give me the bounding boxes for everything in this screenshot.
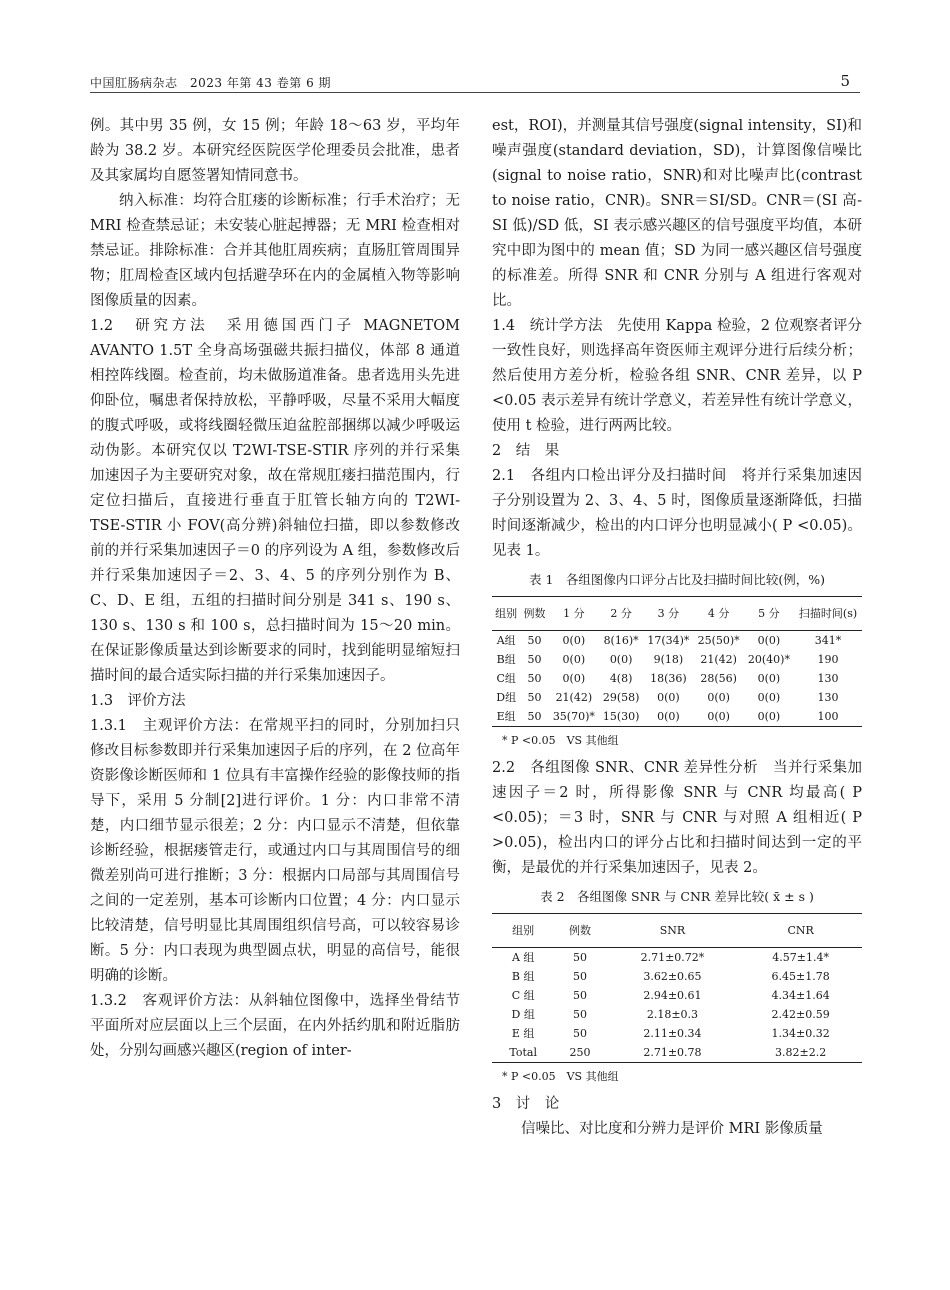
paragraph: 1.2 研究方法 采用德国西门子 MAGNETOM AVANTO 1.5T 全身高场强磁共振扫描仪，体部 8 通道相控阵线圈。检查前，均未做肠道准备。患者选用头先进仰卧位，嘱患者保持放松，平静呼吸，尽量不采用大幅度的腹式呼吸，或将线圈轻微压迫盆腔部捆绑以减少呼吸运动伪影。本研究仅以 T2WI-TSE-STIR 序列的并行采集加速因子为主要研究对象，故在常规肛瘘扫描范围内，行定位扫描后，直接进行垂直于肛管长轴方向的 T2WI-TSE-STIR 小 FOV(高分辨)斜轴位扫描，即以参数修改前的并行采集加速因子＝0 的序列设为 A 组，参数修改后并行采集加速因子＝2、3、4、5 的序列分别作为 B、C、D、E 组，五组的扫描时间分别是 341 s、190 s、130 s、130 s 和 100 s，总扫描时间为 15～20 min。在保证影像质量达到诊断要求的同时，找到能明显缩短扫描时间的最合适实际扫描的并行采集加速因子。 bbox=[90, 318, 460, 684]
table-cell: 250 bbox=[569, 1046, 591, 1059]
table-row bbox=[492, 1043, 862, 1063]
table-cell: 2.71±0.78 bbox=[643, 1046, 702, 1059]
table-cell: 0(0) bbox=[609, 653, 633, 666]
table-cell: 17(34)* bbox=[647, 634, 690, 647]
table-cell: 0(0) bbox=[707, 710, 730, 723]
table-cell: B组 bbox=[496, 653, 516, 666]
table-cell: 50 bbox=[527, 710, 542, 723]
table-cell: 25(50)* bbox=[697, 634, 740, 647]
table2-header-row bbox=[492, 914, 862, 948]
table-cell: 4.34±1.64 bbox=[771, 989, 830, 1002]
table-header-cell: 1 分 bbox=[563, 607, 585, 620]
table-cell: 2.71±0.72* bbox=[640, 951, 705, 964]
table-cell: E组 bbox=[496, 710, 516, 723]
table-cell: 0(0) bbox=[657, 691, 680, 704]
table2-caption: 表 2 各组图像 SNR 与 CNR 差异比较( x̄ ± s ) bbox=[540, 889, 814, 904]
table-cell: 0(0) bbox=[707, 691, 730, 704]
table-cell: D组 bbox=[496, 691, 517, 704]
paragraph: 信噪比、对比度和分辨力是评价 MRI 影像质量 bbox=[521, 1121, 823, 1137]
table-cell: 2.18±0.3 bbox=[646, 1008, 699, 1021]
table-row bbox=[492, 1024, 862, 1043]
table-header-cell: 例数 bbox=[523, 607, 546, 620]
table-row bbox=[492, 669, 862, 688]
table-cell: E 组 bbox=[511, 1027, 535, 1040]
table-row bbox=[492, 986, 862, 1005]
table-cell: 9(18) bbox=[653, 653, 684, 666]
table-cell: 50 bbox=[573, 1027, 587, 1040]
table-cell: D 组 bbox=[511, 1008, 535, 1021]
table-row bbox=[492, 688, 862, 707]
paragraph: 3 讨 论 bbox=[492, 1096, 560, 1112]
table-header-cell: 3 分 bbox=[657, 607, 680, 620]
paragraph: 1.3 评价方法 bbox=[90, 693, 186, 709]
table-cell: 0(0) bbox=[657, 710, 680, 723]
table-cell: 0(0) bbox=[757, 691, 781, 704]
table-cell: C 组 bbox=[511, 989, 535, 1002]
table1-header-row bbox=[492, 597, 862, 631]
table-header-cell: 例数 bbox=[569, 924, 591, 937]
table-cell: Total bbox=[509, 1046, 537, 1059]
paragraph: est，ROI)，并测量其信号强度(signal intensity，SI)和噪声强度(standard deviation，SD)，计算图像信噪比(signal to noise ratio，SNR)和对比噪声比(contrast to noise ratio，CNR)。SNR＝SI/SD。CNR＝(SI 高-SI 低)/SD 低，SI 表示感兴趣区的信号强度平均值，本研究中即为图中的 mean 值；SD 为同一感兴趣区信号强度的标准差。所得 SNR 和 CNR 分别与 A 组进行客观对比。 bbox=[492, 118, 862, 309]
paragraph: 1.3.2 客观评价方法：从斜轴位图像中，选择坐骨结节平面所对应层面以上三个层面，在内外括约肌和附近脂肪处，分别勾画感兴趣区(region of inter- bbox=[90, 993, 460, 1059]
table-row bbox=[492, 631, 862, 651]
table-cell: 50 bbox=[573, 970, 587, 983]
table1-body bbox=[492, 631, 862, 727]
table-header-cell: CNR bbox=[787, 924, 814, 937]
journal-title: 中国肛肠病杂志 2023 年第 43 卷第 6 期 bbox=[90, 76, 332, 90]
table-cell: 50 bbox=[527, 634, 542, 647]
table-cell: 0(0) bbox=[757, 634, 781, 647]
table-header-cell: 组别 bbox=[495, 607, 518, 620]
right-column-text-bottom bbox=[492, 1092, 862, 1142]
table-cell: 50 bbox=[527, 653, 542, 666]
table-cell: 2.42±0.59 bbox=[771, 1008, 830, 1021]
table-cell: 3.82±2.2 bbox=[775, 1046, 827, 1059]
page-header bbox=[90, 62, 860, 93]
right-column-text-mid bbox=[492, 756, 862, 881]
table-header-cell: 2 分 bbox=[610, 607, 632, 620]
table-row bbox=[492, 1005, 862, 1024]
paragraph: 2.1 各组内口检出评分及扫描时间 将并行采集加速因子分别设置为 2、3、4、5 时，图像质量逐渐降低，扫描时间逐渐减少，检出的内口评分也明显减小( P <0.05)。见表 1。 bbox=[492, 468, 862, 559]
table-row bbox=[492, 707, 862, 727]
table-cell: A 组 bbox=[511, 951, 535, 964]
table-cell: 190 bbox=[817, 653, 839, 666]
table-cell: 50 bbox=[527, 672, 542, 685]
table-cell: 3.62±0.65 bbox=[643, 970, 702, 983]
table-cell: 2.94±0.61 bbox=[643, 989, 702, 1002]
paragraph: 2 结 果 bbox=[492, 443, 560, 459]
table-cell: A组 bbox=[496, 634, 516, 647]
table-cell: 15(30) bbox=[602, 710, 640, 723]
paragraph: 1.4 统计学方法 先使用 Kappa 检验，2 位观察者评分一致性良好，则选择高年资医师主观评分进行后续分析；然后使用方差分析，检验各组 SNR、CNR 差异，以 P <0.05 表示差异有统计学意义，若差异性有统计学意义，使用 t 检验，进行两两比较。 bbox=[492, 318, 862, 434]
table2-body bbox=[492, 948, 862, 1063]
table-cell: 4.57±1.4* bbox=[772, 951, 829, 964]
right-column bbox=[492, 114, 862, 1142]
table-header-cell: 组别 bbox=[512, 924, 535, 937]
table-cell: 50 bbox=[527, 691, 542, 704]
table-cell: 21(42) bbox=[555, 691, 593, 704]
table-cell: C组 bbox=[496, 672, 516, 685]
table-cell: 100 bbox=[817, 710, 839, 723]
table-cell: 29(58) bbox=[602, 691, 640, 704]
table-cell: 0(0) bbox=[562, 653, 586, 666]
table-cell: 18(36) bbox=[650, 672, 687, 685]
table1-note: * P <0.05 VS 其他组 bbox=[502, 734, 619, 747]
table-cell: 1.34±0.32 bbox=[771, 1027, 830, 1040]
table-cell: 6.45±1.78 bbox=[771, 970, 830, 983]
page-number: 5 bbox=[840, 72, 850, 90]
table-cell: 341* bbox=[814, 634, 842, 647]
left-column bbox=[90, 114, 460, 1064]
table-cell: 28(56) bbox=[700, 672, 737, 685]
paragraph: 例。其中男 35 例，女 15 例；年龄 18～63 岁，平均年龄为 38.2 岁。本研究经医院医学伦理委员会批准，患者及其家属均自愿签署知情同意书。 bbox=[90, 118, 460, 184]
table1-caption: 表 1 各组图像内口评分占比及扫描时间比较(例，%) bbox=[528, 572, 826, 587]
table-cell: 21(42) bbox=[700, 653, 737, 666]
table-cell: 4(8) bbox=[609, 672, 633, 685]
table-cell: 0(0) bbox=[757, 710, 781, 723]
table-cell: 130 bbox=[817, 691, 839, 704]
table-header-cell: 5 分 bbox=[758, 607, 780, 620]
table-cell: 50 bbox=[573, 989, 587, 1002]
table-cell: 130 bbox=[817, 672, 839, 685]
table-cell: 8(16)* bbox=[603, 634, 639, 647]
paragraph: 纳入标准：均符合肛瘘的诊断标准；行手术治疗；无 MRI 检查禁忌证；未安装心脏起搏器；无 MRI 检查相对禁忌证。排除标准：合并其他肛周疾病；直肠肛管周围异物；肛周检查区域内包括避孕环在内的金属植入物等影响图像质量的因素。 bbox=[90, 193, 460, 309]
table1 bbox=[492, 596, 862, 727]
table-header-cell: SNR bbox=[659, 924, 686, 937]
table-cell: B 组 bbox=[511, 970, 535, 983]
table-cell: 0(0) bbox=[757, 672, 781, 685]
table-row bbox=[492, 948, 862, 968]
paragraph: 2.2 各组图像 SNR、CNR 差异性分析 当并行采集加速因子＝2 时，所得影像 SNR 与 CNR 均最高( P <0.05)；＝3 时，SNR 与 CNR 与对照 A 组相近( P >0.05)，检出内口的评分占比和扫描时间达到一定的平衡，是最优的并行采集加速因子，见表 2。 bbox=[492, 760, 862, 876]
table-row bbox=[492, 650, 862, 669]
table-cell: 50 bbox=[573, 951, 587, 964]
table-cell: 2.11±0.34 bbox=[643, 1027, 702, 1040]
right-column-text-top bbox=[492, 114, 862, 564]
table-cell: 20(40)* bbox=[747, 653, 790, 666]
table2 bbox=[492, 913, 862, 1063]
table-row bbox=[492, 967, 862, 986]
table-cell: 50 bbox=[573, 1008, 587, 1021]
paragraph: 1.3.1 主观评价方法：在常规平扫的同时，分别加扫只修改目标参数即并行采集加速因子后的序列，在 2 位高年资影像诊断医师和 1 位具有丰富操作经验的影像技师的指导下，采用 5 分制[2]进行评价。1 分：内口非常不清楚，内口细节显示很差；2 分：内口显示不清楚，但依靠诊断经验，根据瘘管走行，或通过内口与其周围信号的细微差别尚可进行推断；3 分：根据内口局部与其周围信号之间的一定差别，基本可诊断内口位置；4 分：内口显示比较清楚，信号明显比其周围组织信号高，可以较容易诊断。5 分：内口表现为典型圆点状，明显的高信号，能很明确的诊断。 bbox=[90, 718, 460, 984]
table-cell: 0(0) bbox=[562, 672, 586, 685]
table-header-cell: 扫描时间(s) bbox=[798, 607, 858, 620]
table2-note: * P <0.05 VS 其他组 bbox=[502, 1070, 619, 1083]
table-cell: 0(0) bbox=[562, 634, 586, 647]
table-header-cell: 4 分 bbox=[707, 607, 730, 620]
table-cell: 35(70)* bbox=[552, 710, 595, 723]
